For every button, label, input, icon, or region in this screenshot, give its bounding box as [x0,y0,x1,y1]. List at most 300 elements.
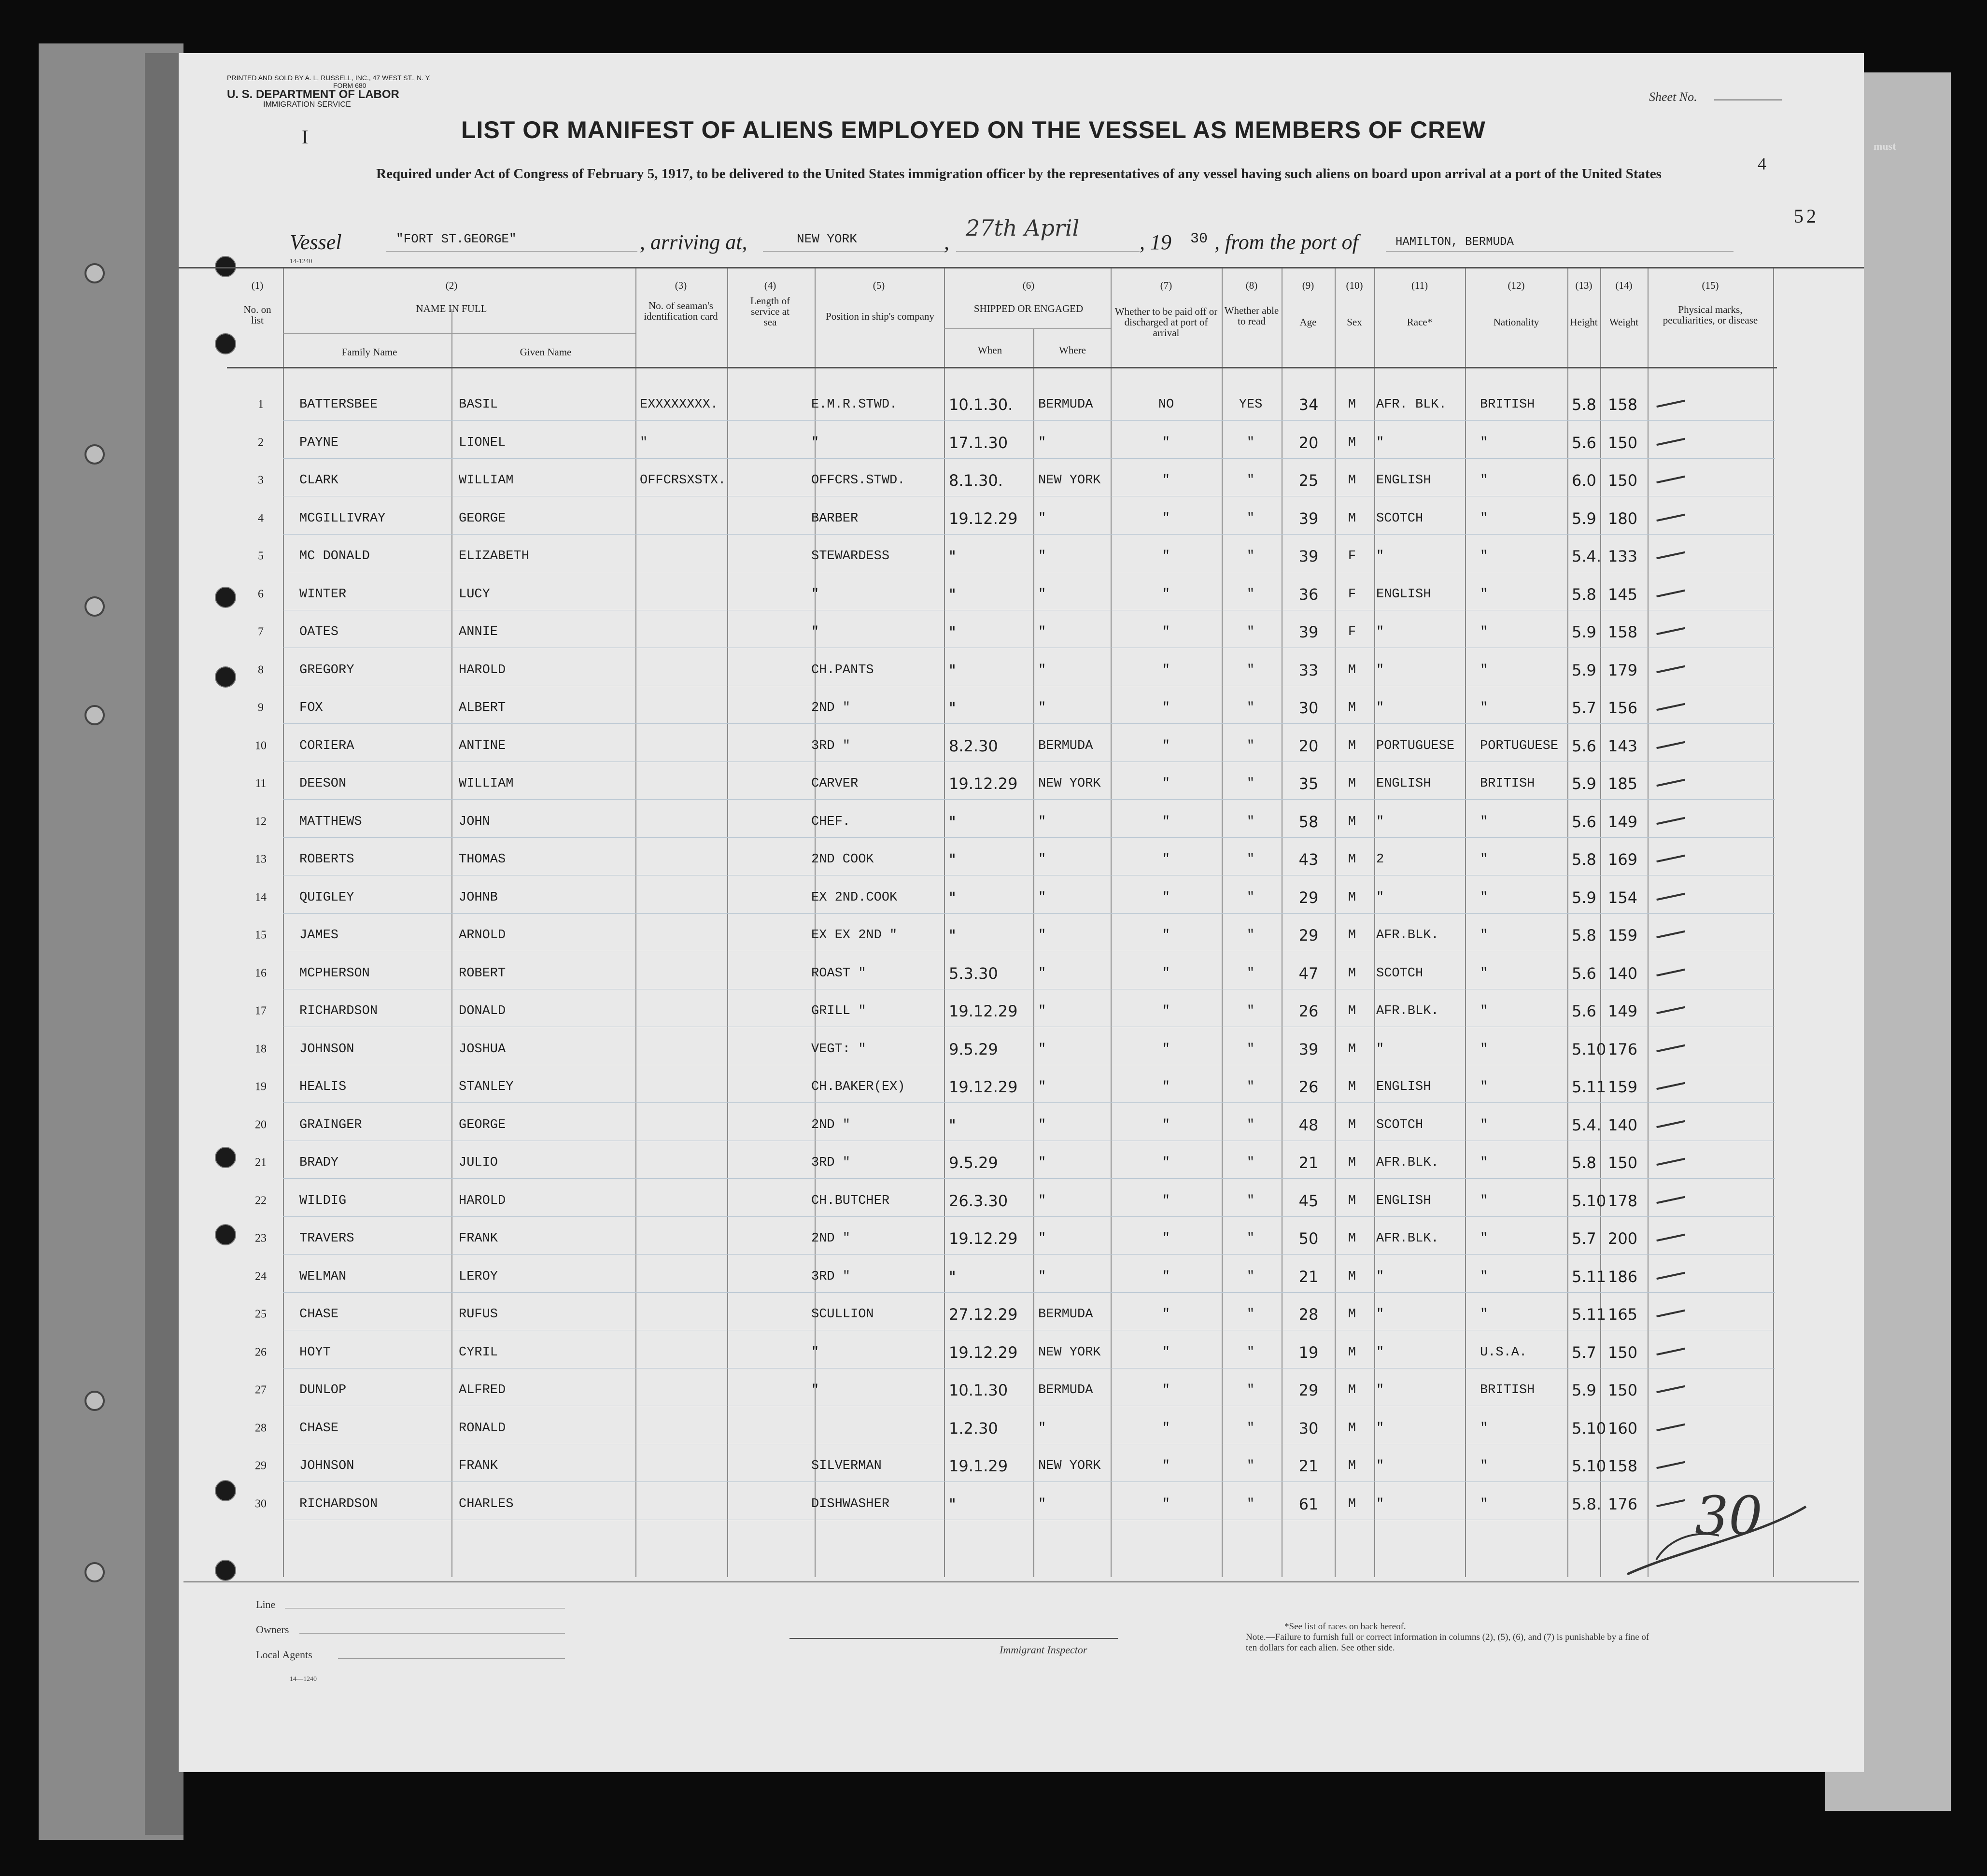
cell-age: 19 [1298,1343,1319,1362]
cell-sex: M [1348,1193,1356,1208]
cell-sex: M [1348,473,1356,488]
cell-sex: M [1348,1080,1356,1094]
cell-read: " [1246,928,1255,943]
cell-height: 5.6 [1572,736,1596,755]
cell-when: " [949,585,956,604]
manifest-subtitle: Required under Act of Congress of February 5, 1917, to be delivered to the United States immigration officer by the representatives of any vessel having such aliens on board upon arrival at a port of the United States [376,166,1662,182]
cell-nat: " [1480,1117,1488,1132]
header-bottom-rule [227,367,1777,368]
cell-read: YES [1239,397,1263,412]
form-code-bottom: 14—1240 [290,1676,317,1683]
cell-given: CYRIL [459,1345,498,1360]
cell-position: EX 2ND.COOK [811,890,898,905]
col4-header: Length of service at sea [750,295,790,328]
cell-race: AFR.BLK. [1376,1004,1439,1018]
col14-number: (14) [1615,280,1633,291]
cell-no: 10 [255,739,267,752]
cell-nat: " [1480,1042,1488,1057]
table-row-rule [283,534,1775,535]
cell-height: 5.10 [1572,1040,1607,1058]
cell-weight: 150 [1608,1381,1638,1399]
cell-nat: " [1480,1193,1488,1208]
cell-sex: M [1348,1307,1356,1322]
cell-when: 19.12.29 [949,1002,1018,1020]
punch-hole [215,1480,236,1501]
cell-given: ANNIE [459,625,498,639]
cell-height: 5.9 [1572,509,1596,528]
cell-nat: " [1480,549,1488,564]
col10-number: (10) [1346,280,1363,291]
cell-height: 5.10 [1572,1191,1607,1210]
header-top-rule [179,267,1864,268]
cell-where: " [1038,1004,1046,1018]
cell-age: 26 [1298,1002,1319,1020]
cell-family: CHASE [299,1421,339,1436]
cell-when: 5.3.30 [949,964,998,983]
cell-age: 33 [1298,661,1319,679]
cell-position: BARBER [811,511,859,526]
cell-position: CH.BUTCHER [811,1193,890,1208]
cell-weight: 143 [1608,736,1638,755]
cell-read: " [1246,1042,1255,1057]
cell-race: AFR.BLK. [1376,1156,1439,1170]
cell-where: " [1038,435,1046,450]
cell-no: 28 [255,1422,267,1434]
cell-nat: " [1480,587,1488,602]
table-row-rule [283,837,1775,838]
owners-label: Owners [256,1623,289,1636]
cell-race: " [1376,814,1384,829]
cell-sex: M [1348,435,1356,450]
col2a-header: Family Name [341,346,397,358]
cell-read: " [1246,1117,1255,1132]
cell-family: DUNLOP [299,1383,347,1397]
cell-read: " [1246,1080,1255,1094]
cell-weight: 159 [1608,1078,1638,1096]
arriving-port: NEW YORK [797,232,857,246]
inspector-label: Immigrant Inspector [1000,1644,1087,1656]
cell-paid: " [1162,587,1170,602]
cell-no: 25 [255,1308,267,1321]
col-divider [1335,268,1336,1577]
cell-weight: 169 [1608,850,1638,869]
cell-position: CH.PANTS [811,663,874,677]
col-divider [635,268,636,1577]
cell-family: BATTERSBEE [299,397,378,412]
cell-weight: 185 [1608,775,1638,793]
cell-nat: U.S.A. [1480,1345,1527,1360]
stamp-number: 52 [1794,205,1819,227]
table-row-rule [283,1292,1775,1293]
cell-position: 2ND " [811,1231,851,1246]
cell-age: 20 [1298,736,1319,755]
col8-header: Whether able to read [1224,305,1279,327]
cell-family: GREGORY [299,663,354,677]
cell-race: " [1376,1496,1384,1511]
cell-given: FRANK [459,1459,498,1473]
cell-family: MCGILLIVRAY [299,511,386,526]
cell-when: " [949,623,956,641]
cell-when: " [949,926,956,945]
vessel-label: Vessel [290,230,342,254]
cell-race: " [1376,701,1384,715]
cell-height: 5.10 [1572,1419,1607,1438]
cell-no: 1 [258,398,264,411]
cell-no: 9 [258,701,264,714]
cell-nat: " [1480,1156,1488,1170]
col10-header: Sex [1347,316,1362,328]
cell-when: " [949,547,956,565]
cell-read: " [1246,473,1255,488]
cell-where: " [1038,1496,1046,1511]
cell-age: 50 [1298,1229,1319,1248]
cell-when: 10.1.30. [949,395,1013,414]
punch-hole [215,1147,236,1168]
cell-nat: BRITISH [1480,776,1535,791]
binder-ring [85,444,105,465]
cell-height: 5.9 [1572,888,1596,907]
table-row-rule [283,1481,1775,1482]
col-divider [1600,268,1601,1577]
cell-position: 3RD " [811,1156,851,1170]
cell-card: " [640,435,648,450]
cell-no: 15 [255,929,267,942]
cell-nat: PORTUGUESE [1480,738,1559,753]
cell-paid: " [1162,966,1170,981]
cell-read: " [1246,1459,1255,1473]
cell-weight: 140 [1608,964,1638,983]
cell-family: JOHNSON [299,1459,354,1473]
cell-where: NEW YORK [1038,1459,1101,1473]
cell-age: 29 [1298,926,1319,945]
col13-number: (13) [1575,280,1592,291]
cell-weight: 145 [1608,585,1638,604]
cell-where: " [1038,1231,1046,1246]
col6-number: (6) [1022,280,1035,291]
cell-nat: " [1480,1459,1488,1473]
cell-family: TRAVERS [299,1231,354,1246]
cell-read: " [1246,587,1255,602]
cell-race: " [1376,625,1384,639]
cell-paid: " [1162,776,1170,791]
col7-header: Whether to be paid off or discharged at port of arrival [1114,306,1218,339]
cell-when: 10.1.30 [949,1381,1008,1399]
cell-height: 5.9 [1572,1381,1596,1399]
name-subheader-rule [283,333,635,334]
table-row-rule [283,1102,1775,1103]
races-note: *See list of races on back hereof. [1284,1622,1406,1632]
cell-family: MATTHEWS [299,814,362,829]
col7-number: (7) [1160,280,1172,291]
cell-given: LUCY [459,587,490,602]
line-label: Line [256,1598,276,1610]
punch-hole [215,1560,236,1581]
cell-when: " [949,661,956,679]
cell-where: NEW YORK [1038,1345,1101,1360]
cell-no: 8 [258,663,264,676]
cell-nat: " [1480,814,1488,829]
cell-read: " [1246,1269,1255,1284]
cell-race: ENGLISH [1376,587,1431,602]
cell-race: SCOTCH [1376,511,1423,526]
cell-given: CHARLES [459,1496,514,1511]
cell-sex: F [1348,625,1356,639]
cell-weight: 178 [1608,1191,1638,1210]
cell-no: 13 [255,853,267,866]
col12-header: Nationality [1493,316,1539,328]
cell-height: 5.11 [1572,1267,1607,1286]
cell-age: 58 [1298,812,1319,831]
cell-weight: 200 [1608,1229,1638,1248]
cell-family: MCPHERSON [299,966,370,981]
punch-hole [215,256,236,277]
year-suffix: 30 [1190,231,1208,247]
cell-age: 21 [1298,1267,1319,1286]
sheet-number-label: Sheet No. [1649,90,1697,104]
cell-given: ROBERT [459,966,506,981]
cell-read: " [1246,966,1255,981]
binder-ring [85,1391,105,1411]
punch-hole [215,1224,236,1245]
cell-race: ENGLISH [1376,1193,1431,1208]
cell-when: 19.12.29 [949,1229,1018,1248]
cell-nat: " [1480,435,1488,450]
cell-age: 35 [1298,775,1319,793]
cell-position: 2ND " [811,1117,851,1132]
service-name: IMMIGRATION SERVICE [263,100,351,109]
cell-paid: " [1162,852,1170,867]
cell-where: BERMUDA [1038,397,1093,412]
table-row-rule [283,1254,1775,1255]
cell-nat: " [1480,625,1488,639]
cell-height: 5.7 [1572,699,1596,717]
cell-position: OFFCRS.STWD. [811,473,905,488]
cell-weight: 160 [1608,1419,1638,1438]
cell-no: 5 [258,550,264,563]
cell-position: STEWARDESS [811,549,890,564]
date-comma: , [944,230,949,254]
cell-sex: M [1348,852,1356,867]
cell-height: 5.7 [1572,1343,1596,1362]
cell-read: " [1246,435,1255,450]
cell-card: EXXXXXXXX. [640,397,719,412]
cell-sex: M [1348,776,1356,791]
cell-sex: M [1348,1231,1356,1246]
cell-nat: " [1480,966,1488,981]
cell-paid: " [1162,1459,1170,1473]
cell-age: 47 [1298,964,1319,983]
cell-race: AFR. BLK. [1376,397,1447,412]
cell-sex: M [1348,738,1356,753]
cell-where: " [1038,966,1046,981]
col1-number: (1) [251,280,264,291]
cell-when: 19.12.29 [949,775,1018,793]
cell-where: " [1038,1269,1046,1284]
cell-when: 8.2.30 [949,736,998,755]
cell-nat: " [1480,1307,1488,1322]
cell-paid: " [1162,1117,1170,1132]
cell-race: SCOTCH [1376,1117,1423,1132]
cell-nat: " [1480,852,1488,867]
col15-header: Physical marks, peculiarities, or disease [1663,304,1758,326]
cell-sex: M [1348,511,1356,526]
cell-given: WILLIAM [459,473,514,488]
cell-read: " [1246,1156,1255,1170]
cell-paid: " [1162,1193,1170,1208]
cell-nat: BRITISH [1480,397,1535,412]
cell-height: 5.4. [1572,547,1602,565]
cell-family: CORIERA [299,738,354,753]
cell-height: 5.8 [1572,926,1596,945]
cell-age: 30 [1298,699,1319,717]
col4-number: (4) [764,280,776,291]
penalty-note: Note.—Failure to furnish full or correct information in columns (2), (5), (6), and (7) is punishable by a fine of ten dollars for each alien. See other side. [1246,1632,1649,1653]
cell-read: " [1246,738,1255,753]
cell-given: ALFRED [459,1383,506,1397]
cell-where: NEW YORK [1038,776,1101,791]
col-divider [283,268,284,1577]
cell-given: THOMAS [459,852,506,867]
cell-position: 2ND " [811,701,851,715]
cell-sex: M [1348,928,1356,943]
cell-where: " [1038,1117,1046,1132]
cell-family: ROBERTS [299,852,354,867]
cell-height: 5.10 [1572,1457,1607,1475]
cell-weight: 154 [1608,888,1638,907]
col6b-header: Where [1059,344,1086,356]
col3-number: (3) [675,280,687,291]
table-row-rule [283,723,1775,724]
cell-no: 27 [255,1383,267,1396]
col9-number: (9) [1302,280,1314,291]
cell-race: " [1376,435,1384,450]
arriving-underline [763,251,946,252]
cell-age: 21 [1298,1154,1319,1172]
cell-weight: 140 [1608,1115,1638,1134]
cell-family: QUIGLEY [299,890,354,905]
cell-family: HOYT [299,1345,331,1360]
cell-race: " [1376,549,1384,564]
cell-sex: M [1348,397,1356,412]
cell-read: " [1246,1231,1255,1246]
cell-weight: 176 [1608,1040,1638,1058]
cell-when: 19.12.29 [949,509,1018,528]
col11-number: (11) [1411,280,1428,291]
cell-age: 45 [1298,1191,1319,1210]
binder-ring [85,596,105,617]
col5-header: Position in ship's company [826,310,934,322]
cell-nat: " [1480,473,1488,488]
cell-given: WILLIAM [459,776,514,791]
cell-given: DONALD [459,1004,506,1018]
cell-weight: 150 [1608,1343,1638,1362]
cell-read: " [1246,1004,1255,1018]
cell-no: 19 [255,1080,267,1093]
cell-weight: 150 [1608,433,1638,452]
cell-position: EX EX 2ND " [811,928,898,943]
year-prefix: , 19 [1140,230,1171,254]
cell-family: CHASE [299,1307,339,1322]
cell-when: 9.5.29 [949,1154,998,1172]
form-code: 14-1240 [290,258,312,265]
cell-position: " [811,587,819,602]
cell-position: VEGT: " [811,1042,866,1057]
cell-where: " [1038,890,1046,905]
binder-ring [85,705,105,725]
cell-given: JOHN [459,814,490,829]
cell-race: " [1376,1042,1384,1057]
cell-family: PAYNE [299,435,339,450]
cell-read: " [1246,663,1255,677]
cell-weight: 165 [1608,1305,1638,1324]
cell-height: 5.8. [1572,1495,1602,1513]
cell-paid: " [1162,1231,1170,1246]
cell-when: " [949,888,956,907]
cell-no: 24 [255,1270,267,1283]
owners-field [299,1633,565,1634]
cell-paid: " [1162,1156,1170,1170]
cell-height: 5.8 [1572,585,1596,604]
cell-age: 28 [1298,1305,1319,1324]
cell-family: JAMES [299,928,339,943]
shipped-subheader-rule [944,328,1111,329]
cell-height: 5.6 [1572,964,1596,983]
cell-paid: " [1162,1004,1170,1018]
col2-header: NAME IN FULL [416,303,487,314]
col-divider [1773,268,1774,1577]
cell-nat: " [1480,511,1488,526]
cell-age: 25 [1298,471,1319,490]
cell-no: 11 [255,777,267,790]
cell-position: ROAST " [811,966,866,981]
cell-position: CHEF. [811,814,851,829]
cell-weight: 150 [1608,471,1638,490]
cell-no: 20 [255,1118,267,1131]
cell-weight: 158 [1608,623,1638,641]
cell-read: " [1246,890,1255,905]
cell-given: ANTINE [459,738,506,753]
cell-sex: M [1348,1042,1356,1057]
cell-where: " [1038,587,1046,602]
cell-paid: " [1162,1269,1170,1284]
cell-paid: " [1162,473,1170,488]
cell-height: 5.8 [1572,1154,1596,1172]
cell-position: 3RD " [811,738,851,753]
punch-hole [215,333,236,354]
cell-race: " [1376,1459,1384,1473]
cell-when: 19.1.29 [949,1457,1008,1475]
cell-race: ENGLISH [1376,1080,1431,1094]
cell-weight: 186 [1608,1267,1638,1286]
cell-where: " [1038,814,1046,829]
cell-height: 5.6 [1572,1002,1596,1020]
cell-family: BRADY [299,1156,339,1170]
cell-race: 2 [1376,852,1384,867]
binder-ring [85,263,105,283]
table-row-rule [283,1178,1775,1179]
cell-paid: " [1162,663,1170,677]
col-divider [1222,268,1223,1577]
cell-given: JOHNB [459,890,498,905]
col-divider [1111,268,1112,1577]
cell-sex: M [1348,663,1356,677]
sheet-number-line [1714,99,1782,100]
cell-position: " [811,1345,819,1360]
col-divider [815,268,816,1577]
cell-when: " [949,1267,956,1286]
col6-header: SHIPPED OR ENGAGED [973,303,1084,314]
cell-no: 29 [255,1459,267,1472]
